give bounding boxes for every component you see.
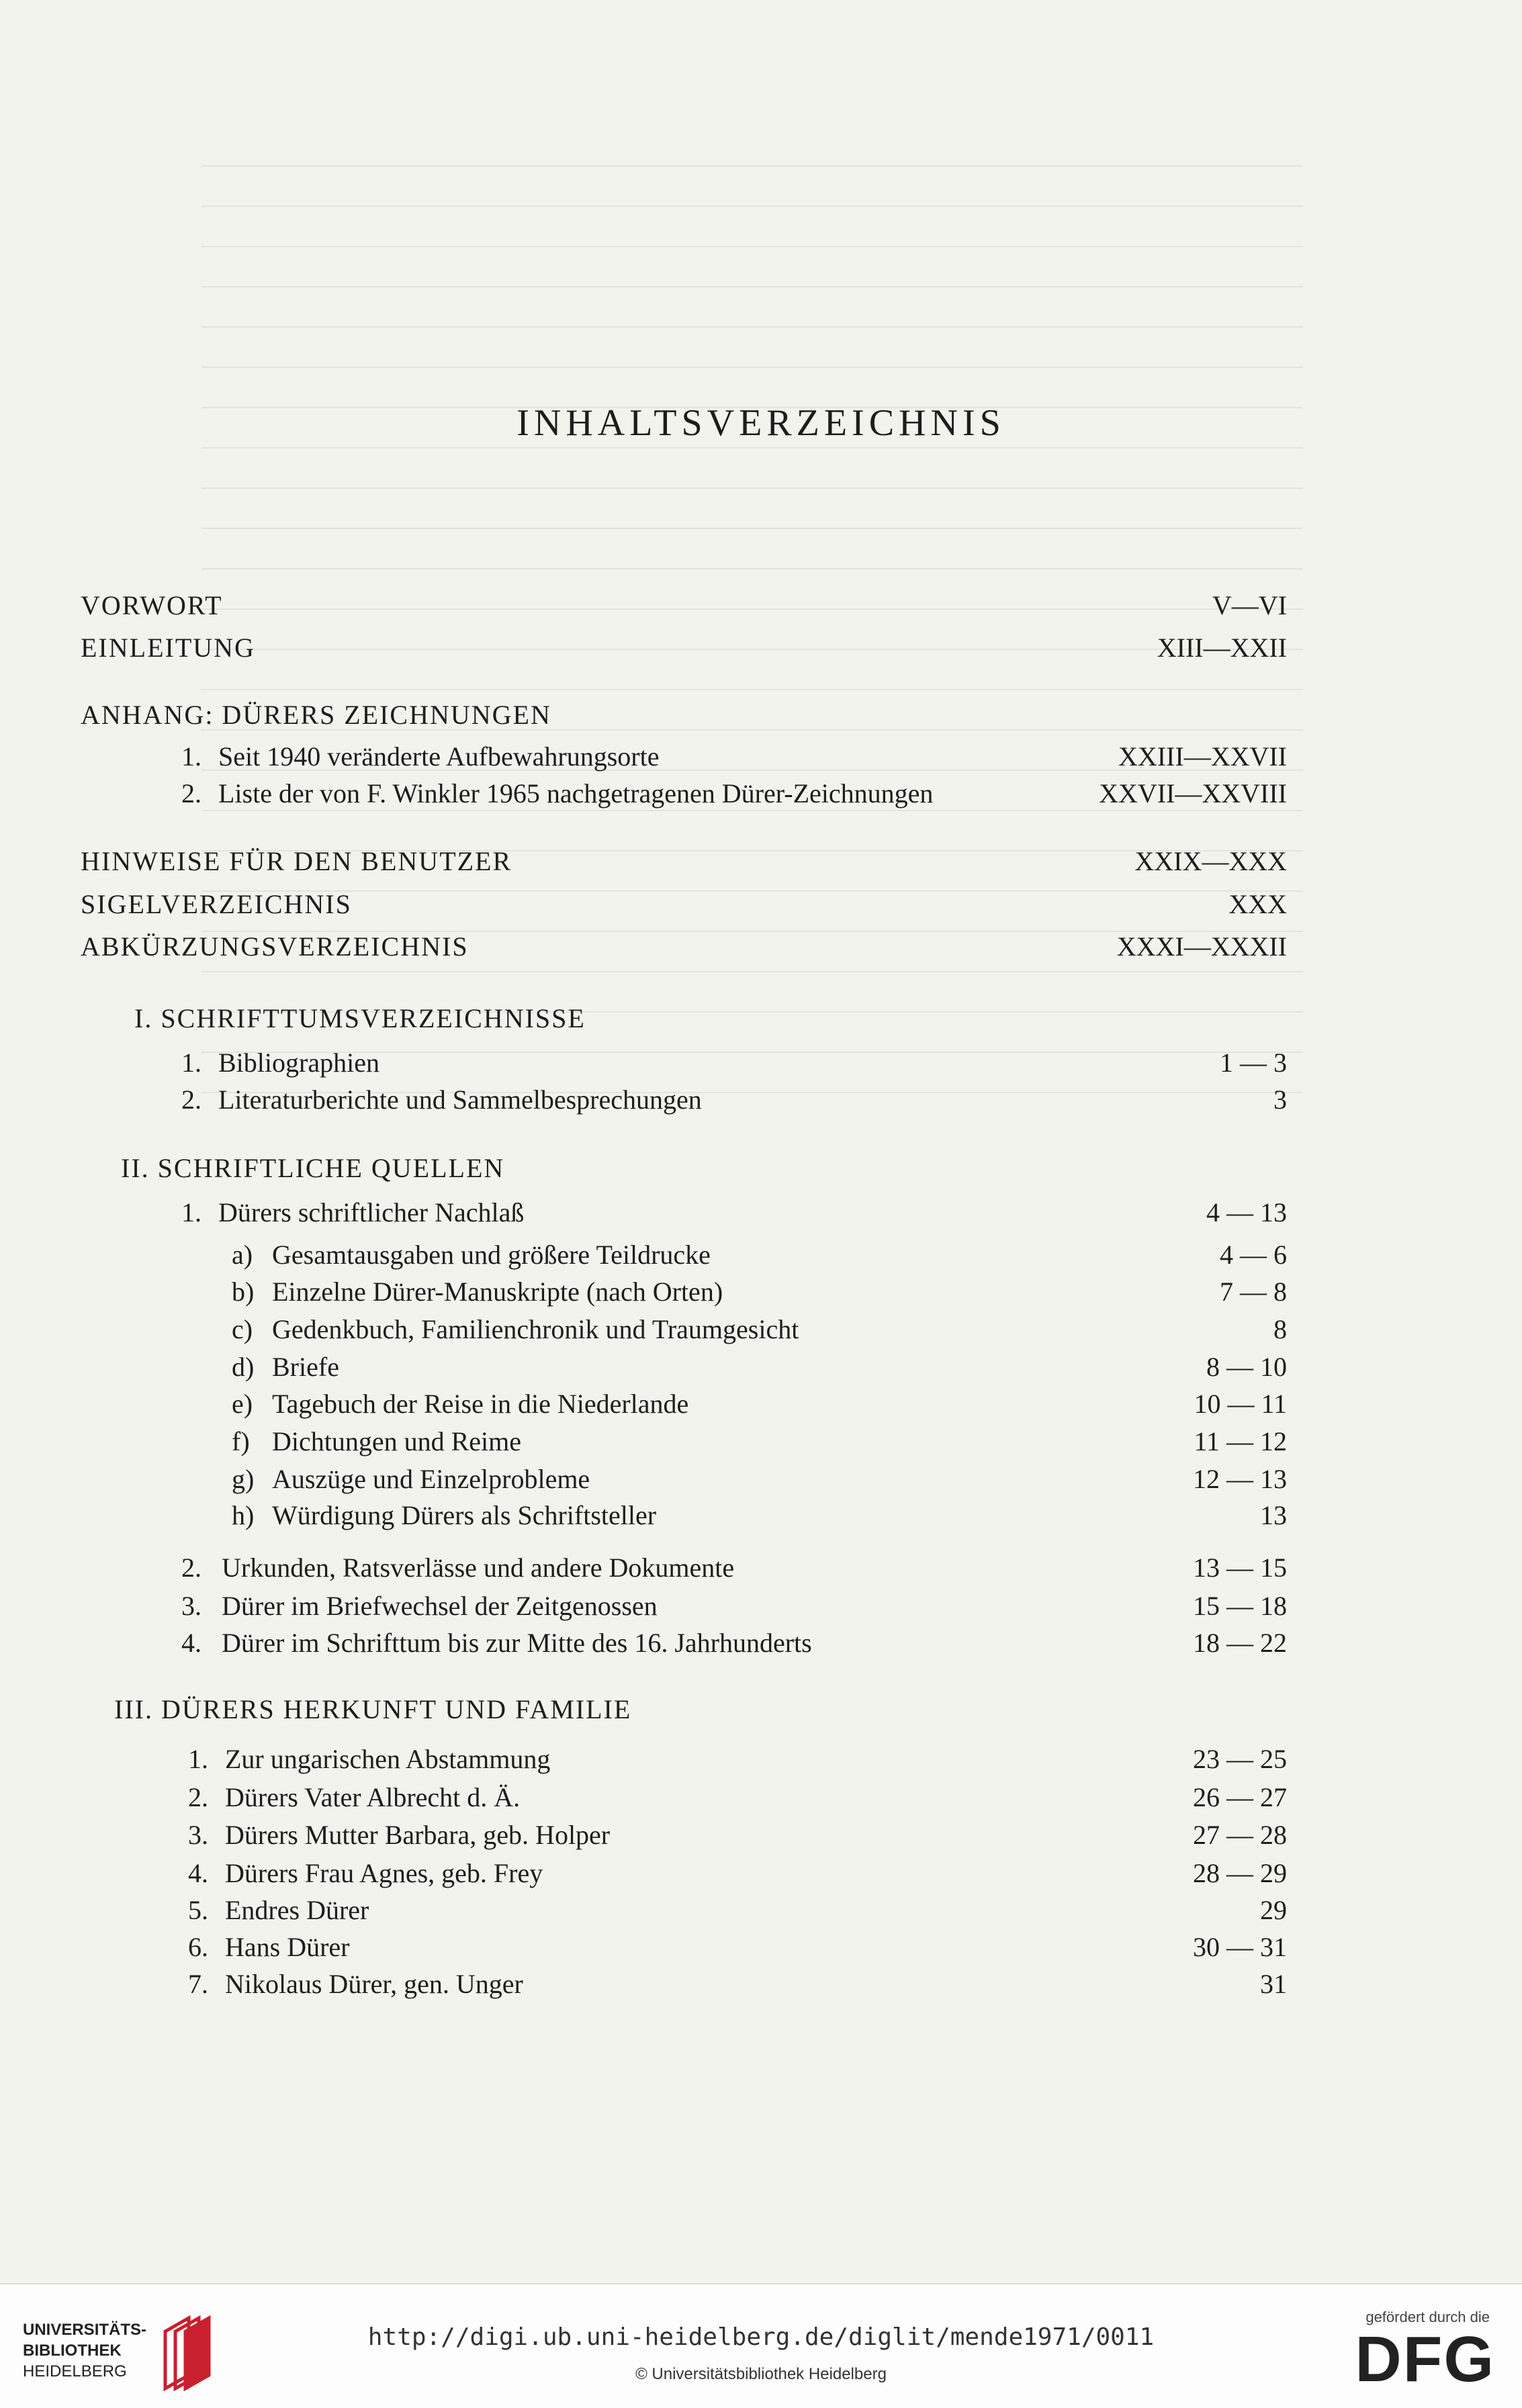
toc-entry-number: g)	[232, 1464, 255, 1494]
funding-note: gefördert durch die	[1366, 2309, 1490, 2325]
toc-entry-pages: XXXI—XXXII	[1116, 931, 1287, 962]
toc-entry-label: Dürer im Schrifttum bis zur Mitte des 16. Jahrhunderts	[222, 1628, 812, 1658]
toc-entry-number: 3.	[181, 1591, 202, 1621]
toc-entry-number: f)	[232, 1426, 250, 1456]
toc-entry-pages: 31	[1260, 1969, 1287, 1999]
library-name-line1: UNIVERSITÄTS-	[23, 2321, 147, 2339]
toc-entry-pages: 8	[1273, 1314, 1287, 1344]
toc-entry	[0, 1964, 1522, 2004]
toc-entry	[0, 1422, 1522, 1462]
toc-entry-number: 1.	[181, 741, 202, 772]
toc-entry-pages: XXVII—XXVIII	[1099, 778, 1287, 808]
toc-entry	[0, 1309, 1522, 1350]
toc-section-heading	[0, 695, 1522, 735]
library-name-line3: HEIDELBERG	[23, 2362, 127, 2380]
toc-entry-label: Nikolaus Dürer, gen. Unger	[225, 1969, 523, 1999]
toc-entry-pages: 3	[1273, 1084, 1287, 1115]
toc-entry	[0, 1548, 1522, 1588]
toc-entry-pages: XXIII—XXVII	[1118, 741, 1287, 772]
toc-entry-label: III. DÜRERS HERKUNFT UND FAMILIE	[114, 1694, 632, 1724]
toc-entry-pages: V—VI	[1212, 590, 1287, 620]
toc-entry-number: d)	[232, 1352, 255, 1382]
toc-entry-number: 2.	[181, 778, 202, 808]
toc-entry-number: e)	[232, 1389, 253, 1419]
toc-entry-label: EINLEITUNG	[81, 633, 255, 663]
toc-entry-pages: 7 — 8	[1220, 1277, 1287, 1307]
toc-entry-number: 4.	[188, 1858, 208, 1888]
toc-entry	[0, 1853, 1522, 1894]
toc-entry-pages: 23 — 25	[1193, 1744, 1287, 1774]
toc-entry-number: 1.	[181, 1197, 202, 1228]
toc-entry	[0, 1235, 1522, 1275]
toc-entry-pages: 4 — 13	[1206, 1197, 1287, 1228]
toc-section-heading	[0, 1148, 1522, 1189]
toc-entry-pages: 27 — 28	[1193, 1820, 1287, 1850]
toc-entry-label: I. SCHRIFTTUMSVERZEICHNISSE	[134, 1003, 586, 1033]
toc-entry	[0, 774, 1522, 814]
toc-entry	[0, 1043, 1522, 1083]
dfg-logo: DFG	[1355, 2323, 1495, 2395]
toc-entry-pages: XXX	[1228, 889, 1287, 919]
toc-entry-pages: XXIX—XXX	[1134, 846, 1287, 876]
toc-entry-label: VORWORT	[81, 590, 223, 620]
toc-entry-number: 1.	[188, 1744, 208, 1774]
toc-entry-number: 5.	[188, 1895, 208, 1925]
toc-entry-number: 7.	[188, 1969, 208, 1999]
toc-entry	[0, 1927, 1522, 1967]
toc-entry-label: Gesamtausgaben und größere Teildrucke	[272, 1240, 711, 1270]
toc-entry-label: Bibliographien	[218, 1048, 379, 1078]
toc-entry-pages: 8 — 10	[1206, 1352, 1287, 1382]
toc-entry-label: ANHANG: DÜRERS ZEICHNUNGEN	[81, 700, 551, 730]
toc-entry-label: Dürers schriftlicher Nachlaß	[218, 1197, 525, 1228]
toc-entry	[0, 1890, 1522, 1931]
toc-entry	[0, 586, 1522, 626]
toc-section-heading	[0, 999, 1522, 1039]
toc-entry-pages: 15 — 18	[1193, 1591, 1287, 1621]
toc-entry-pages: 11 — 12	[1194, 1426, 1287, 1456]
toc-entry-label: II. SCHRIFTLICHE QUELLEN	[121, 1153, 505, 1183]
toc-entry	[0, 1777, 1522, 1818]
toc-entry-label: Würdigung Dürers als Schriftsteller	[272, 1500, 657, 1530]
toc-entry-number: 1.	[181, 1048, 202, 1078]
toc-entry-pages: 29	[1260, 1895, 1287, 1925]
toc-entry	[0, 841, 1522, 882]
toc-entry-label: Urkunden, Ratsverlässe und andere Dokumente	[222, 1553, 735, 1583]
toc-entry-number: a)	[232, 1240, 253, 1270]
toc-entry-pages: 1 — 3	[1220, 1048, 1287, 1078]
toc-entry-label: Seit 1940 veränderte Aufbewahrungsorte	[218, 741, 660, 772]
toc-entry-label: Auszüge und Einzelprobleme	[272, 1464, 590, 1494]
toc-entry-number: 3.	[188, 1820, 208, 1850]
toc-section-heading	[0, 1689, 1522, 1730]
toc-entry-number: 4.	[181, 1628, 202, 1658]
toc-entry-pages: 4 — 6	[1220, 1240, 1287, 1270]
toc-entry-label: Hans Dürer	[225, 1932, 350, 1962]
toc-entry	[0, 1384, 1522, 1424]
toc-entry-number: c)	[232, 1314, 253, 1344]
toc-entry-label: ABKÜRZUNGSVERZEICHNIS	[81, 931, 469, 962]
toc-entry-label: Gedenkbuch, Familienchronik und Traumgesicht	[272, 1314, 799, 1344]
toc-entry-label: Dürer im Briefwechsel der Zeitgenossen	[222, 1591, 658, 1621]
toc-entry-pages: 30 — 31	[1193, 1932, 1287, 1962]
toc-entry	[0, 1272, 1522, 1312]
toc-entry	[0, 628, 1522, 668]
toc-entry-number: b)	[232, 1277, 255, 1307]
page-title: INHALTSVERZEICHNIS	[517, 402, 1005, 444]
toc-entry-label: Dürers Vater Albrecht d. Ä.	[225, 1782, 521, 1812]
toc-entry-number: 2.	[181, 1553, 202, 1583]
toc-entry	[0, 1815, 1522, 1855]
digitization-footer	[0, 2283, 1522, 2408]
toc-entry-number: 2.	[188, 1782, 208, 1812]
toc-entry-label: Tagebuch der Reise in die Niederlande	[272, 1389, 689, 1419]
toc-entry-label: Dürers Frau Agnes, geb. Frey	[225, 1858, 543, 1888]
toc-entry-number: h)	[232, 1500, 255, 1530]
toc-entry	[0, 884, 1522, 925]
toc-entry-pages: 13 — 15	[1193, 1553, 1287, 1583]
toc-entry-label: Liste der von F. Winkler 1965 nachgetragenen Dürer-Zeichnungen	[218, 778, 934, 808]
toc-entry-pages: 10 — 11	[1194, 1389, 1287, 1419]
toc-entry-label: HINWEISE FÜR DEN BENUTZER	[81, 846, 512, 876]
toc-entry-number: 2.	[181, 1084, 202, 1115]
toc-entry	[0, 927, 1522, 967]
toc-entry-label: Endres Dürer	[225, 1895, 369, 1925]
copyright-notice: © Universitätsbibliothek Heidelberg	[635, 2365, 887, 2383]
permalink[interactable]: http://digi.ub.uni-heidelberg.de/diglit/mende1971/0011	[367, 2323, 1155, 2351]
toc-entry-label: Einzelne Dürer-Manuskripte (nach Orten)	[272, 1277, 723, 1307]
toc-entry-pages: 18 — 22	[1193, 1628, 1287, 1658]
toc-entry-pages: 13	[1260, 1500, 1287, 1530]
toc-entry	[0, 1495, 1522, 1536]
toc-entry-pages: 12 — 13	[1193, 1464, 1287, 1494]
toc-entry	[0, 1623, 1522, 1663]
toc-entry	[0, 1459, 1522, 1499]
toc-entry-number: 6.	[188, 1932, 208, 1962]
toc-entry-label: Dürers Mutter Barbara, geb. Holper	[225, 1820, 611, 1850]
toc-entry	[0, 1347, 1522, 1387]
toc-entry-label: SIGELVERZEICHNIS	[81, 889, 352, 919]
toc-entry	[0, 1739, 1522, 1779]
toc-entry	[0, 1586, 1522, 1626]
toc-entry-pages: 26 — 27	[1193, 1782, 1287, 1812]
toc-entry-label: Zur ungarischen Abstammung	[225, 1744, 551, 1774]
toc-entry-pages: 28 — 29	[1193, 1858, 1287, 1888]
toc-entry-label: Briefe	[272, 1352, 339, 1382]
toc-entry-label: Dichtungen und Reime	[272, 1426, 522, 1456]
toc-entry	[0, 737, 1522, 777]
toc-entry-pages: XIII—XXII	[1157, 633, 1287, 663]
toc-entry-label: Literaturberichte und Sammelbesprechungen	[218, 1084, 702, 1115]
toc-entry	[0, 1080, 1522, 1120]
toc-entry	[0, 1193, 1522, 1233]
library-name-line2: BIBLIOTHEK	[23, 2342, 122, 2360]
